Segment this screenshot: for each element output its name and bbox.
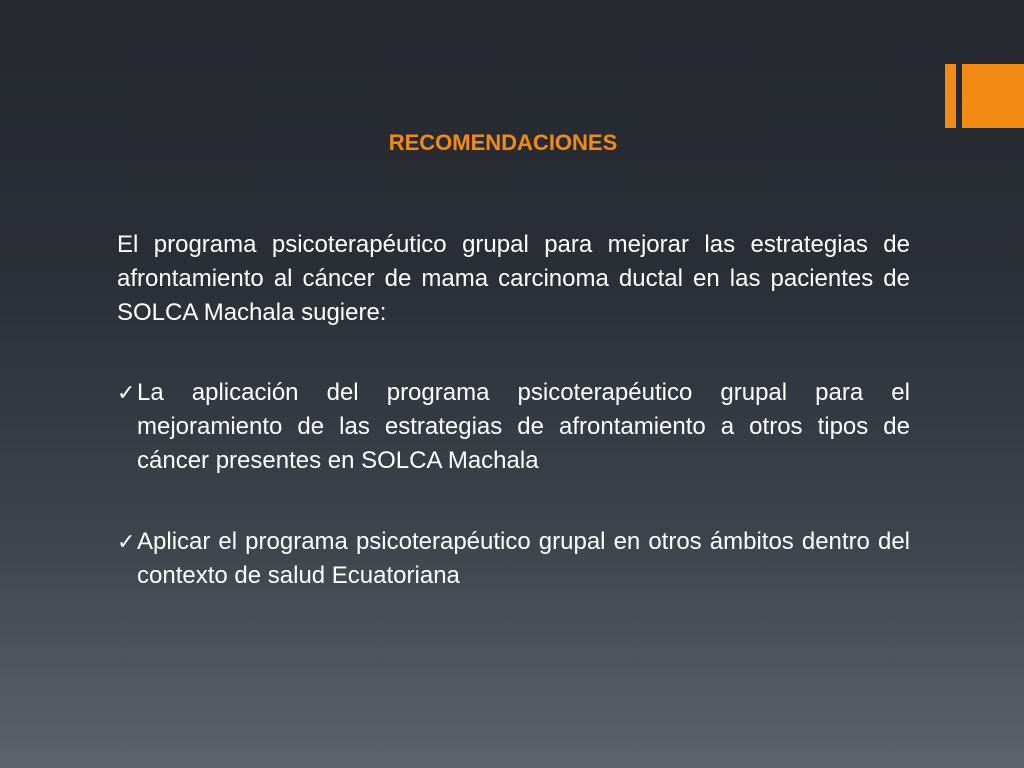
slide-body — [117, 228, 910, 593]
slide-title: RECOMENDACIONES — [388, 130, 618, 155]
accent-bar-thin — [945, 64, 956, 128]
recommendation-text: La aplicación del programa psicoterapéutico grupal para el mejoramiento de las estrategias de afrontamiento a otros tipos de cáncer presentes en SOLCA Machala — [137, 379, 910, 474]
recommendation-item — [117, 376, 910, 478]
check-icon: ✓ — [117, 380, 136, 405]
check-icon: ✓ — [117, 529, 136, 554]
accent-bar-thick — [962, 64, 1024, 128]
recommendation-list — [117, 376, 910, 593]
recommendation-item — [117, 525, 910, 593]
intro-paragraph: El programa psicoterapéutico grupal para mejorar las estrategias de afrontamiento al cáncer de mama carcinoma ductal en las pacientes de SOLCA Machala sugiere: — [117, 231, 910, 326]
recommendation-text: Aplicar el programa psicoterapéutico grupal en otros ámbitos dentro del contexto de salud Ecuatoriana — [137, 528, 910, 589]
